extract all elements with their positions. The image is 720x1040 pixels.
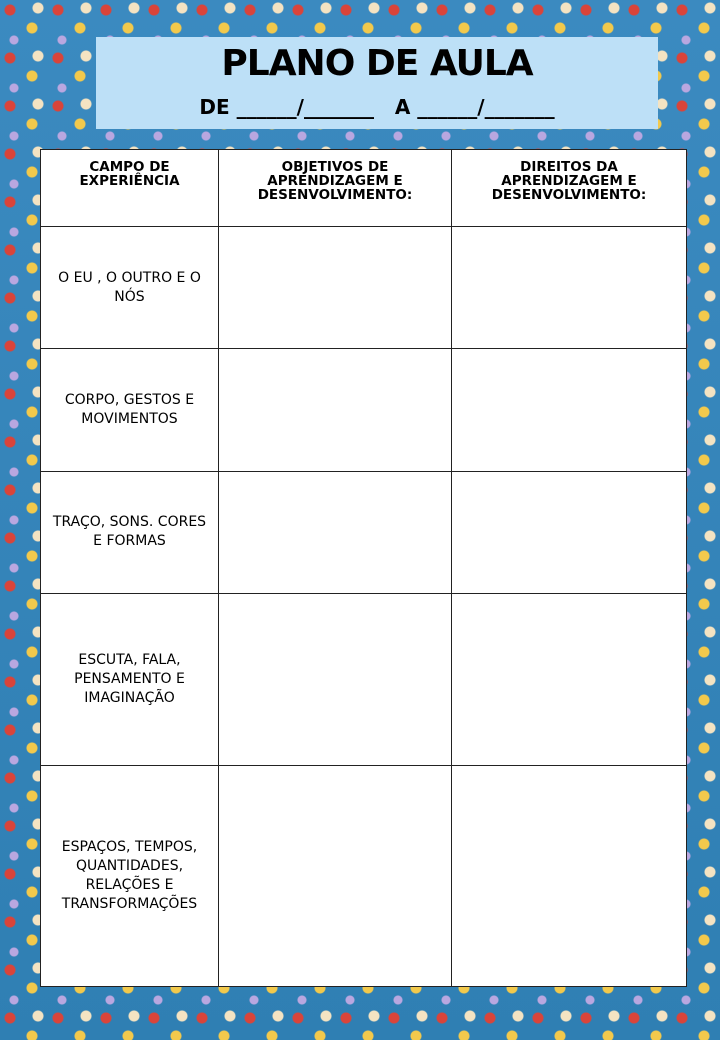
direitos-cell[interactable] — [452, 765, 687, 986]
objetivos-cell[interactable] — [219, 594, 452, 766]
objetivos-cell[interactable] — [219, 349, 452, 471]
date-range-line: DE ______/_______ A ______/_______ — [199, 95, 555, 119]
column-header-direitos: DIREITOS DA APRENDIZAGEM E DESENVOLVIMENTO: — [452, 150, 687, 227]
table-header-row — [41, 150, 687, 227]
experience-field-label: O EU , O OUTRO E O NÓS — [41, 227, 219, 349]
experience-field-label: ESCUTA, FALA, PENSAMENTO E IMAGINAÇÃO — [41, 594, 219, 766]
table-row — [41, 471, 687, 593]
header-panel — [96, 37, 658, 129]
direitos-cell[interactable] — [452, 594, 687, 766]
objetivos-cell[interactable] — [219, 765, 452, 986]
experience-field-label: TRAÇO, SONS. CORES E FORMAS — [41, 471, 219, 593]
direitos-cell[interactable] — [452, 471, 687, 593]
experience-field-label: CORPO, GESTOS E MOVIMENTOS — [41, 349, 219, 471]
table-row — [41, 594, 687, 766]
table-row — [41, 765, 687, 986]
experience-field-label: ESPAÇOS, TEMPOS, QUANTIDADES, RELAÇÕES E TRANSFORMAÇÕES — [41, 765, 219, 986]
objetivos-cell[interactable] — [219, 471, 452, 593]
column-header-campo: CAMPO DE EXPERIÊNCIA — [41, 150, 219, 227]
table-row — [41, 227, 687, 349]
lesson-plan-table — [40, 149, 687, 987]
table-row — [41, 349, 687, 471]
column-header-objetivos: OBJETIVOS DE APRENDIZAGEM E DESENVOLVIMENTO: — [219, 150, 452, 227]
direitos-cell[interactable] — [452, 227, 687, 349]
objetivos-cell[interactable] — [219, 227, 452, 349]
direitos-cell[interactable] — [452, 349, 687, 471]
page-title: PLANO DE AULA — [221, 43, 533, 84]
